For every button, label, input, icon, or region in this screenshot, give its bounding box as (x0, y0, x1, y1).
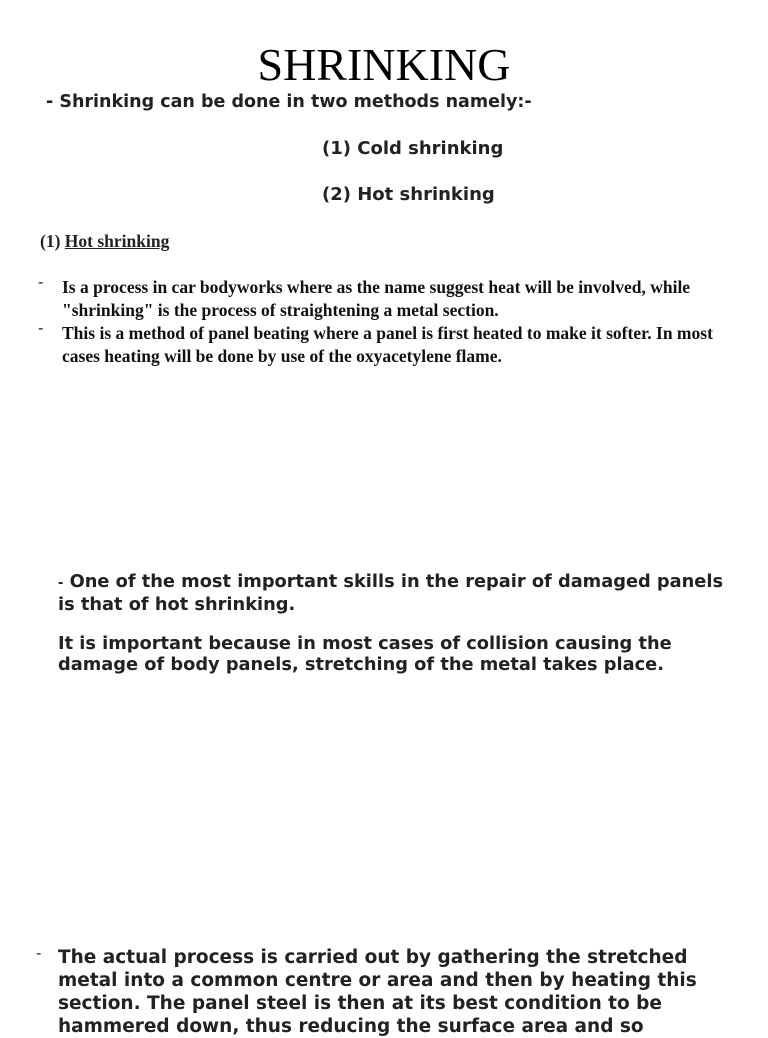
section-number: (1) (40, 231, 61, 251)
intro-text: - Shrinking can be done in two methods namely:- (46, 92, 532, 112)
paragraph-reason: It is important because in most cases of collision causing the damage of body panels, stretching of the metal takes place. (58, 633, 672, 675)
list-item (36, 319, 726, 368)
bullet-dash: - (38, 273, 44, 291)
bullet-text: This is a method of panel beating where a panel is first heated to make it softer. In most cases heating will be done by use of the oxyacetylene flame. (62, 323, 713, 366)
section-heading (40, 231, 169, 252)
bullet-text: Is a process in car bodyworks where as the name suggest heat will be involved, while "shrinking" is the process of straightening a metal section. (62, 277, 691, 320)
paragraph-importance (58, 571, 728, 615)
section-heading-text: Hot shrinking (64, 231, 170, 251)
bullet-text: The actual process is carried out by gathering the stretched metal into a common centre or area and then by heating this section. The panel steel is then at its best condition to be hammered down, thus reducing the surface area and so (58, 947, 697, 1037)
list-item (36, 273, 726, 322)
method-cold-shrinking: (1) Cold shrinking (322, 138, 504, 159)
paragraph-dash: - (58, 576, 64, 591)
list-item (34, 946, 734, 1038)
bullet-dash: - (36, 944, 42, 962)
bullet-dash: - (38, 319, 44, 337)
process-bullet-list (34, 946, 734, 1038)
paragraph-text: One of the most important skills in the repair of damaged panels is that of hot shrinking. (58, 571, 724, 615)
method-hot-shrinking: (2) Hot shrinking (322, 184, 495, 205)
hot-shrinking-bullet-list (36, 273, 726, 368)
page-title: SHRINKING (257, 39, 511, 90)
